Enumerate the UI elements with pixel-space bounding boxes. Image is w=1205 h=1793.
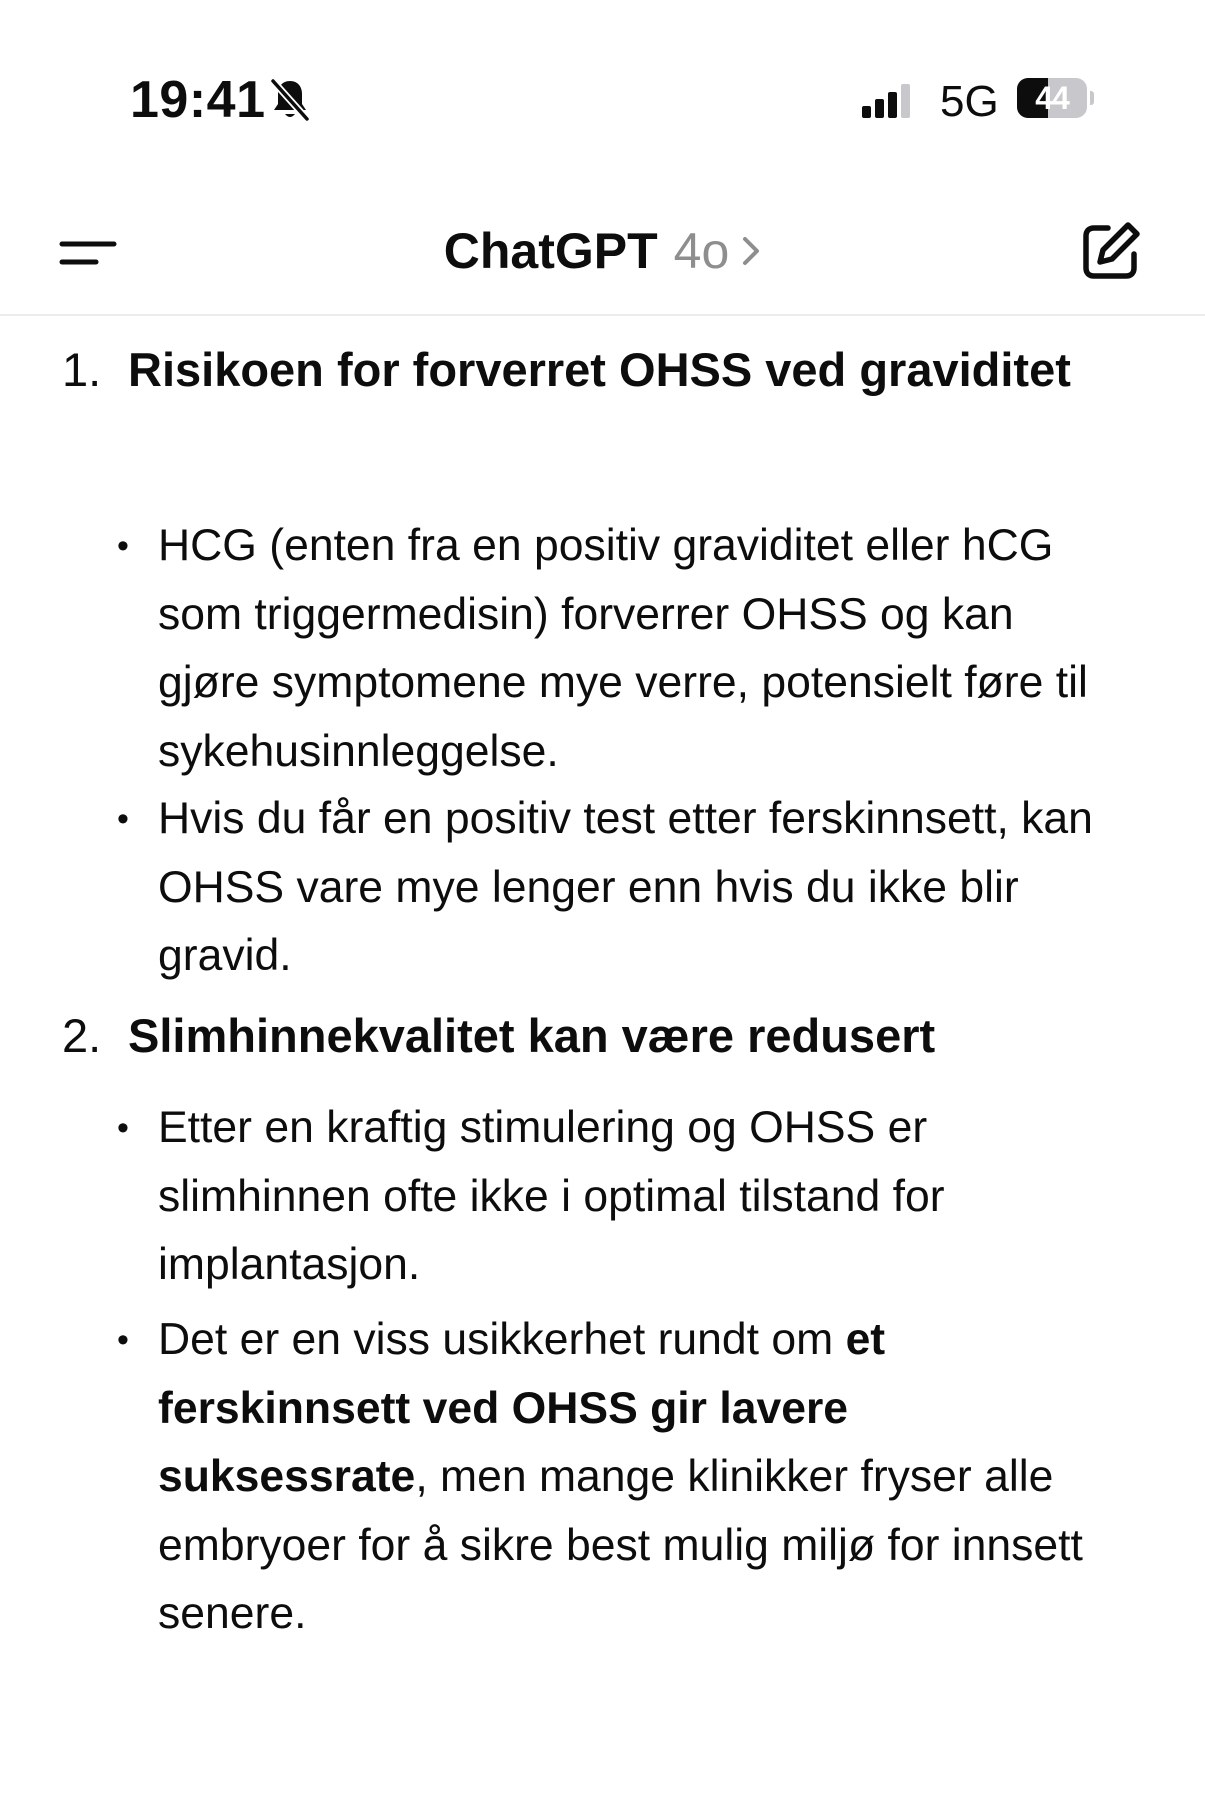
menu-icon[interactable]	[52, 226, 122, 280]
chevron-right-icon	[741, 235, 761, 267]
compose-icon[interactable]	[1078, 218, 1144, 284]
model-selector[interactable]	[444, 220, 762, 282]
status-bar	[0, 0, 1205, 190]
bullet-text-bold: et ferskinnsett ved OHSS gir lavere suksessrate	[158, 1315, 886, 1501]
bullet-text: Etter en kraftig stimulering og OHSS er slimhinnen ofte ikke i optimal tilstand for implantasjon.	[158, 1103, 945, 1289]
list-number: 1.	[62, 343, 102, 396]
list-number: 2.	[62, 1009, 102, 1062]
app-name: ChatGPT	[443, 223, 658, 279]
battery-indicator	[1017, 78, 1093, 120]
list-heading: Risikoen for forverret OHSS ved graviditet	[128, 343, 1071, 396]
cellular-signal-icon	[862, 84, 912, 118]
nav-bar	[0, 190, 1205, 316]
bullet-marker: •	[117, 1321, 129, 1359]
bullet-text: Hvis du får en positiv test etter ferskinnsett, kan OHSS vare mye lenger enn hvis du ikke blir gravid.	[158, 794, 1093, 980]
bullet-text	[158, 1306, 1118, 1649]
battery-level: 44	[1035, 80, 1069, 116]
bullet-text-part: Det er en viss usikkerhet rundt om	[158, 1315, 846, 1364]
bullet-text-part: , men mange klinikker fryser alle embryoer for å sikre best mulig miljø for innsett senere.	[158, 1452, 1083, 1638]
bell-slash-icon	[268, 77, 312, 123]
status-time: 19:41	[130, 71, 266, 129]
bullet-marker: •	[117, 1109, 129, 1147]
nav-title	[0, 220, 1205, 282]
bullet-marker: •	[117, 800, 129, 838]
list-heading: Slimhinnekvalitet kan være redusert	[128, 1009, 936, 1062]
network-type: 5G	[940, 77, 999, 126]
bullet-marker: •	[117, 527, 129, 565]
model-name: 4o	[673, 223, 730, 279]
bullet-text: HCG (enten fra en positiv graviditet eller hCG som triggermedisin) forverrer OHSS og kan gjøre symptomene mye verre, potensielt føre til sykehusinnleggelse.	[158, 521, 1088, 776]
